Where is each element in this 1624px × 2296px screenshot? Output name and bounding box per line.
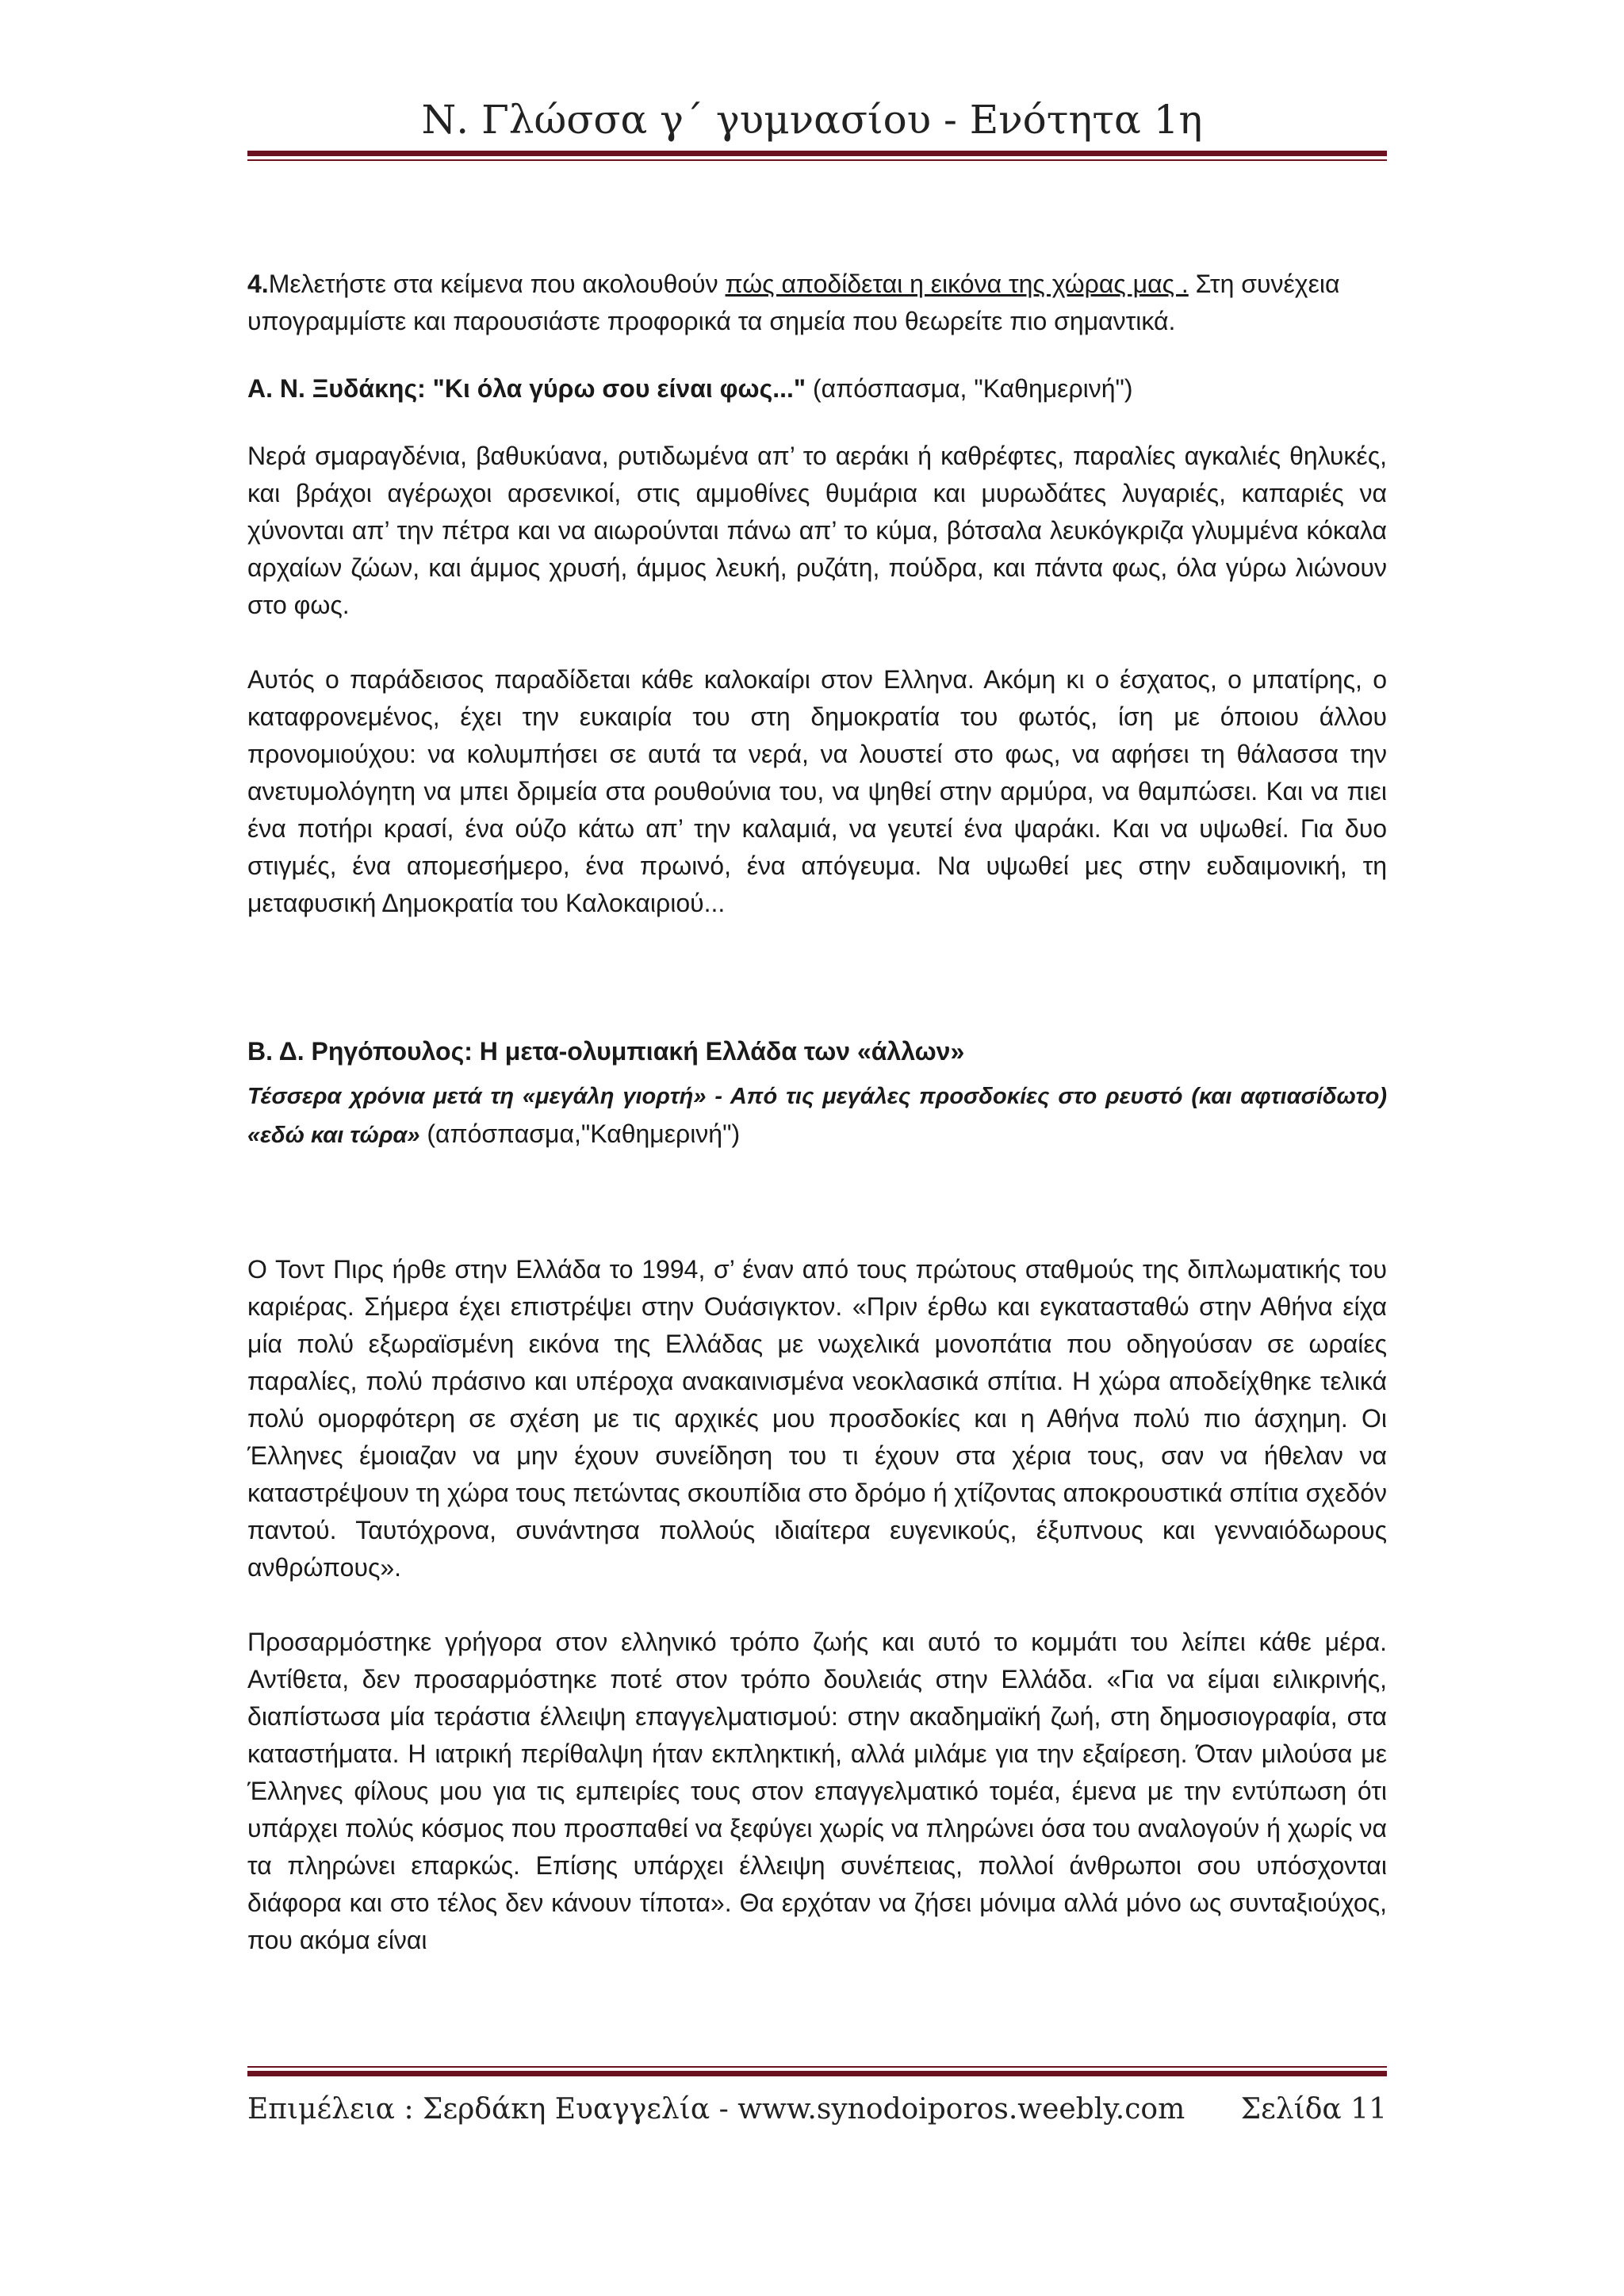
- page-footer: [247, 2093, 1387, 2126]
- footer-rule: [247, 2071, 1387, 2076]
- footer-rule-thin: [247, 2066, 1387, 2068]
- task-instruction: [247, 266, 1387, 340]
- section-a-title: Α. Ν. Ξυδάκης: "Κι όλα γύρω σου είναι φως...": [247, 374, 806, 403]
- section-a-source: (απόσπασμα, "Καθημερινή"): [806, 374, 1133, 403]
- section-a-paragraph-2: Αυτός ο παράδεισος παραδίδεται κάθε καλοκαίρι στον Ελληνα. Ακόμη κι ο έσχατος, ο μπατίρης, ο καταφρονεμένος, έχει την ευκαιρία του στη δημοκρατία του φωτός, ίση με όποιου άλλου προνομιούχου: να κολυμπήσει σε αυτά τα νερά, να λουστεί στο φως, να αφήσει τη θάλασσα την ανετυμολόγητη να μπει δριμεία στα ρουθούνια του, να ψηθεί στην αρμύρα, να θαμπώσει. Και να πιει ένα ποτήρι κρασί, ένα ούζο κάτω απ’ την καλαμιά, να γευτεί ένα ψαράκι. Και να υψωθεί. Για δυο στιγμές, ένα απομεσήμερο, ένα πρωινό, ένα απόγευμα. Να υψωθεί μες στην ευδαιμονική, τη μεταφυσική Δημοκρατία του Καλοκαιριού...: [247, 665, 1387, 917]
- section-a-heading: [247, 370, 1387, 408]
- section-b-source: (απόσπασμα,"Καθημερινή"): [419, 1119, 741, 1148]
- section-b-paragraph-1: Ο Τοντ Πιρς ήρθε στην Ελλάδα το 1994, σ’ έναν από τους πρώτους σταθμούς της διπλωματικής του καριέρας. Σήμερα έχει επιστρέψει στην Ουάσιγκτον. «Πριν έρθω και εγκατασταθώ στην Αθήνα είχα μία πολύ εξωραϊσμένη εικόνα της Ελλάδας με νωχελικά μονοπάτια που οδηγούσαν σε ωραίες παραλίες, πολύ πράσινο και υπέροχα ανακαινισμένα νεοκλασικά σπίτια. Η χώρα αποδείχθηκε τελικά πολύ ομορφότερη σε σχέση με τις αρχικές μου προσδοκίες και η Αθήνα πολύ πιο άσχημη. Οι Έλληνες έμοιαζαν να μην έχουν συνείδηση του τι έχουν στα χέρια τους, σαν να ήθελαν να καταστρέψουν τη χώρα τους πετώντας σκουπίδια στο δρόμο ή χτίζοντας αποκρουστικά σπίτια σχεδόν παντού. Ταυτόχρονα, συνάντησα πολλούς ιδιαίτερα ευγενικούς, έξυπνους και γενναιόδωρους ανθρώπους».: [247, 1255, 1387, 1582]
- task-text-before: Μελετήστε στα κείμενα που ακολουθούν: [268, 270, 726, 298]
- section-b-paragraph-2: Προσαρμόστηκε γρήγορα στον ελληνικό τρόπο ζωής και αυτό το κομμάτι του λείπει κάθε μέρα. Αντίθετα, δεν προσαρμόστηκε ποτέ στον τρόπο δουλειάς στην Ελλάδα. «Για να είμαι ειλικρινής, διαπίστωσα μία τεράστια έλλειψη επαγγελματισμού: στην ακαδημαϊκή ζωή, στη δημοσιογραφία, στα καταστήματα. Η ιατρική περίθαλψη ήταν εκπληκτική, αλλά μιλάμε για την εξαίρεση. Όταν μιλούσα με Έλληνες φίλους μου για τις εμπειρίες τους στον επαγγελματικό τομέα, έμενα με την εντύπωση ότι υπάρχει πολύς κόσμος που προσπαθεί να ξεφύγει χωρίς να πληρώνει όσα του αναλογούν ή χωρίς να τα πληρώνει επαρκώς. Επίσης υπάρχει έλλειψη συνέπειας, πολλοί άνθρωποι σου υπόσχονται διάφορα και στο τέλος δεν κάνουν τίποτα». Θα ερχόταν να ζήσει μόνιμα αλλά μόνο ως συνταξιούχος, που ακόμα είναι: [247, 1628, 1387, 1954]
- footer-credit: Επιμέλεια : Σερδάκη Ευαγγελία - www.synodoiporos.weebly.com: [247, 2093, 1185, 2126]
- task-underlined-text: πώς αποδίδεται η εικόνα της χώρας μας .: [725, 270, 1189, 298]
- section-b-subtitle-text: Τέσσερα χρόνια μετά τη «μεγάλη γιορτή» - Από τις μεγάλες προσδοκίες στο ρευστό (και αφτιασίδωτο) «εδώ και τώρα»: [247, 1084, 1387, 1148]
- document-body: [247, 266, 1387, 1959]
- section-b-subtitle: [247, 1078, 1387, 1154]
- section-b-title: Β. Δ. Ρηγόπουλος: Η μετα-ολυμπιακή Ελλάδα των «άλλων»: [247, 1037, 965, 1066]
- section-a-paragraph-1: Νερά σμαραγδένια, βαθυκύανα, ρυτιδωμένα απ’ το αεράκι ή καθρέφτες, παραλίες αγκαλιές θηλυκές, και βράχοι αγέρωχοι αρσενικοί, στις αμμοθίνες θυμάρια και μυρωδάτες λυγαριές, καπαριές να χύνονται απ’ την πέτρα και να αιωρούνται πάνω απ’ το κύμα, βότσαλα λευκόγκριζα γλυμμένα κόκαλα αρχαίων ζώων, και άμμος χρυσή, άμμος λευκή, ρυζάτη, πούδρα, και πάντα φως, όλα γύρω λιώνουν στο φως.: [247, 442, 1387, 619]
- task-text-after: Στη συνέχεια υπογραμμίστε και παρουσιάστε προφορικά τα σημεία που θεωρείτε πιο σημαντικά.: [247, 270, 1340, 335]
- header-rule-thin: [247, 159, 1387, 161]
- section-b-heading: [247, 1033, 1387, 1070]
- page-header-title: Ν. Γλώσσα γ΄ γυμνασίου - Ενότητα 1η: [421, 97, 1203, 143]
- page-number: Σελίδα 11: [1240, 2093, 1387, 2126]
- task-number: 4.: [247, 270, 269, 298]
- header-rule: [247, 151, 1387, 156]
